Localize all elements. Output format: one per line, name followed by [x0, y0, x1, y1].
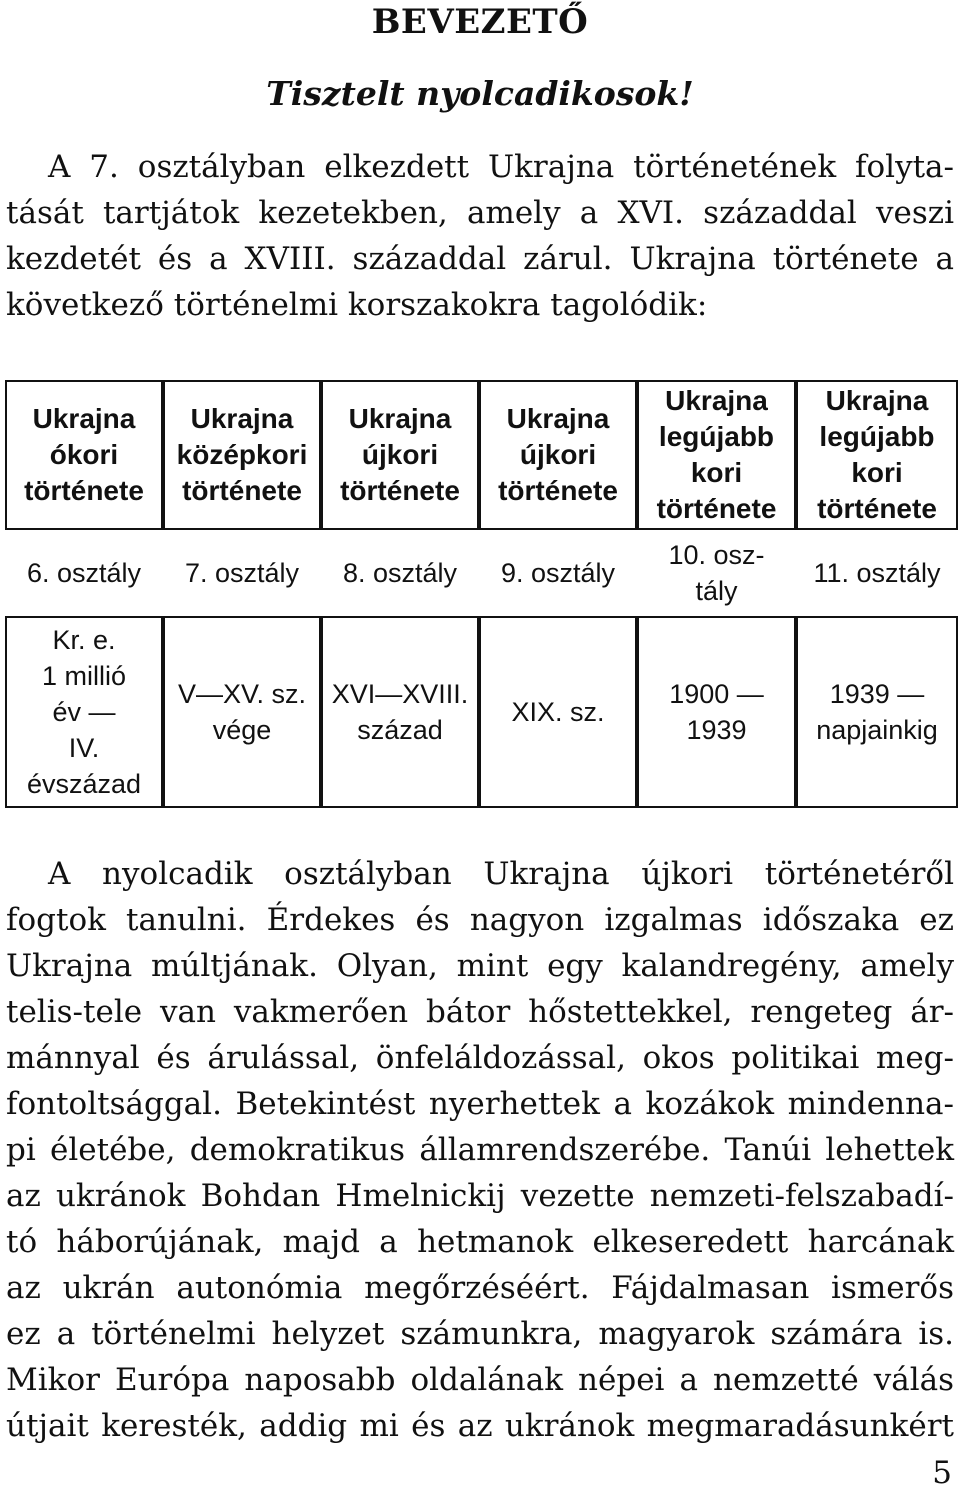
greeting: Tisztelt nyolcadikosok!	[266, 74, 694, 113]
body-line: útjait keresték, addig mi és az ukránok megmaradásunkért	[6, 1408, 954, 1444]
period-span: XVI—XVIII. század	[321, 616, 479, 808]
body-line: az ukránok Bohdan Hmelnickij vezette nemzeti-felszabadí-	[6, 1178, 954, 1214]
body-line: Ukrajna múltjának. Olyan, mint egy kalandregény, amely	[6, 948, 954, 984]
period-title: Ukrajna újkori története	[479, 380, 637, 530]
page-heading: BEVEZETŐ	[371, 2, 589, 42]
intro-line: tását tartjátok kezetekben, amely a XVI. századdal veszi	[6, 195, 954, 231]
body-line: az ukrán autonómia megőrzéséért. Fájdalmasan ismerős	[6, 1270, 954, 1306]
page-number: 5	[932, 1455, 952, 1491]
period-title: Ukrajna középkori története	[163, 380, 321, 530]
period-span: 1900 — 1939	[637, 616, 796, 808]
period-title: Ukrajna újkori története	[321, 380, 479, 530]
intro-line: következő történelmi korszakokra tagolódik:	[6, 287, 708, 323]
period-grade: 9. osztály	[500, 558, 616, 588]
period-grade: 6. osztály	[26, 558, 142, 588]
period-grade: 8. osztály	[342, 558, 458, 588]
period-grade: 7. osztály	[184, 558, 300, 588]
period-title: Ukrajna legújabb kori története	[637, 380, 796, 530]
period-span: V—XV. sz. vége	[163, 616, 321, 808]
body-line: tó háborújának, majd a hetmanok elkeseredett harcának	[6, 1224, 954, 1260]
period-grade: 11. osztály	[813, 558, 941, 588]
period-span: 1939 — napjainkig	[796, 616, 958, 808]
body-line: fogtok tanulni. Érdekes és nagyon izgalmas időszaka ez	[6, 902, 954, 938]
body-line: telis-tele van vakmerően bátor hőstettekkel, rengeteg ár-	[6, 994, 954, 1030]
body-line: fontoltsággal. Betekintést nyerhettek a kozákok mindenna-	[6, 1086, 954, 1122]
period-grade: 10. osz- tály	[668, 540, 765, 606]
period-table	[5, 380, 958, 808]
body-line: A nyolcadik osztályban Ukrajna újkori történetéről	[48, 856, 954, 892]
body-line: pi életébe, demokratikus államrendszerébe. Tanúi lehettek	[6, 1132, 954, 1168]
body-line: Mikor Európa naposabb oldalának népei a nemzetté válás	[6, 1362, 954, 1398]
intro-line: A 7. osztályban elkezdett Ukrajna történetének folyta-	[48, 149, 954, 185]
period-title: Ukrajna ókori története	[5, 380, 163, 530]
body-line: mánnyal és árulással, önfeláldozással, okos politikai meg-	[6, 1040, 954, 1076]
intro-paragraph	[6, 144, 954, 328]
period-span: Kr. e. 1 millió év — IV. évszázad	[5, 616, 163, 808]
body-paragraph	[6, 851, 954, 1449]
period-title: Ukrajna legújabb kori története	[796, 380, 958, 530]
period-span: XIX. sz.	[479, 616, 637, 808]
intro-line: kezdetét és a XVIII. századdal zárul. Ukrajna története a	[6, 241, 954, 277]
body-line: ez a történelmi helyzet számunkra, magyarok számára is.	[6, 1316, 954, 1352]
